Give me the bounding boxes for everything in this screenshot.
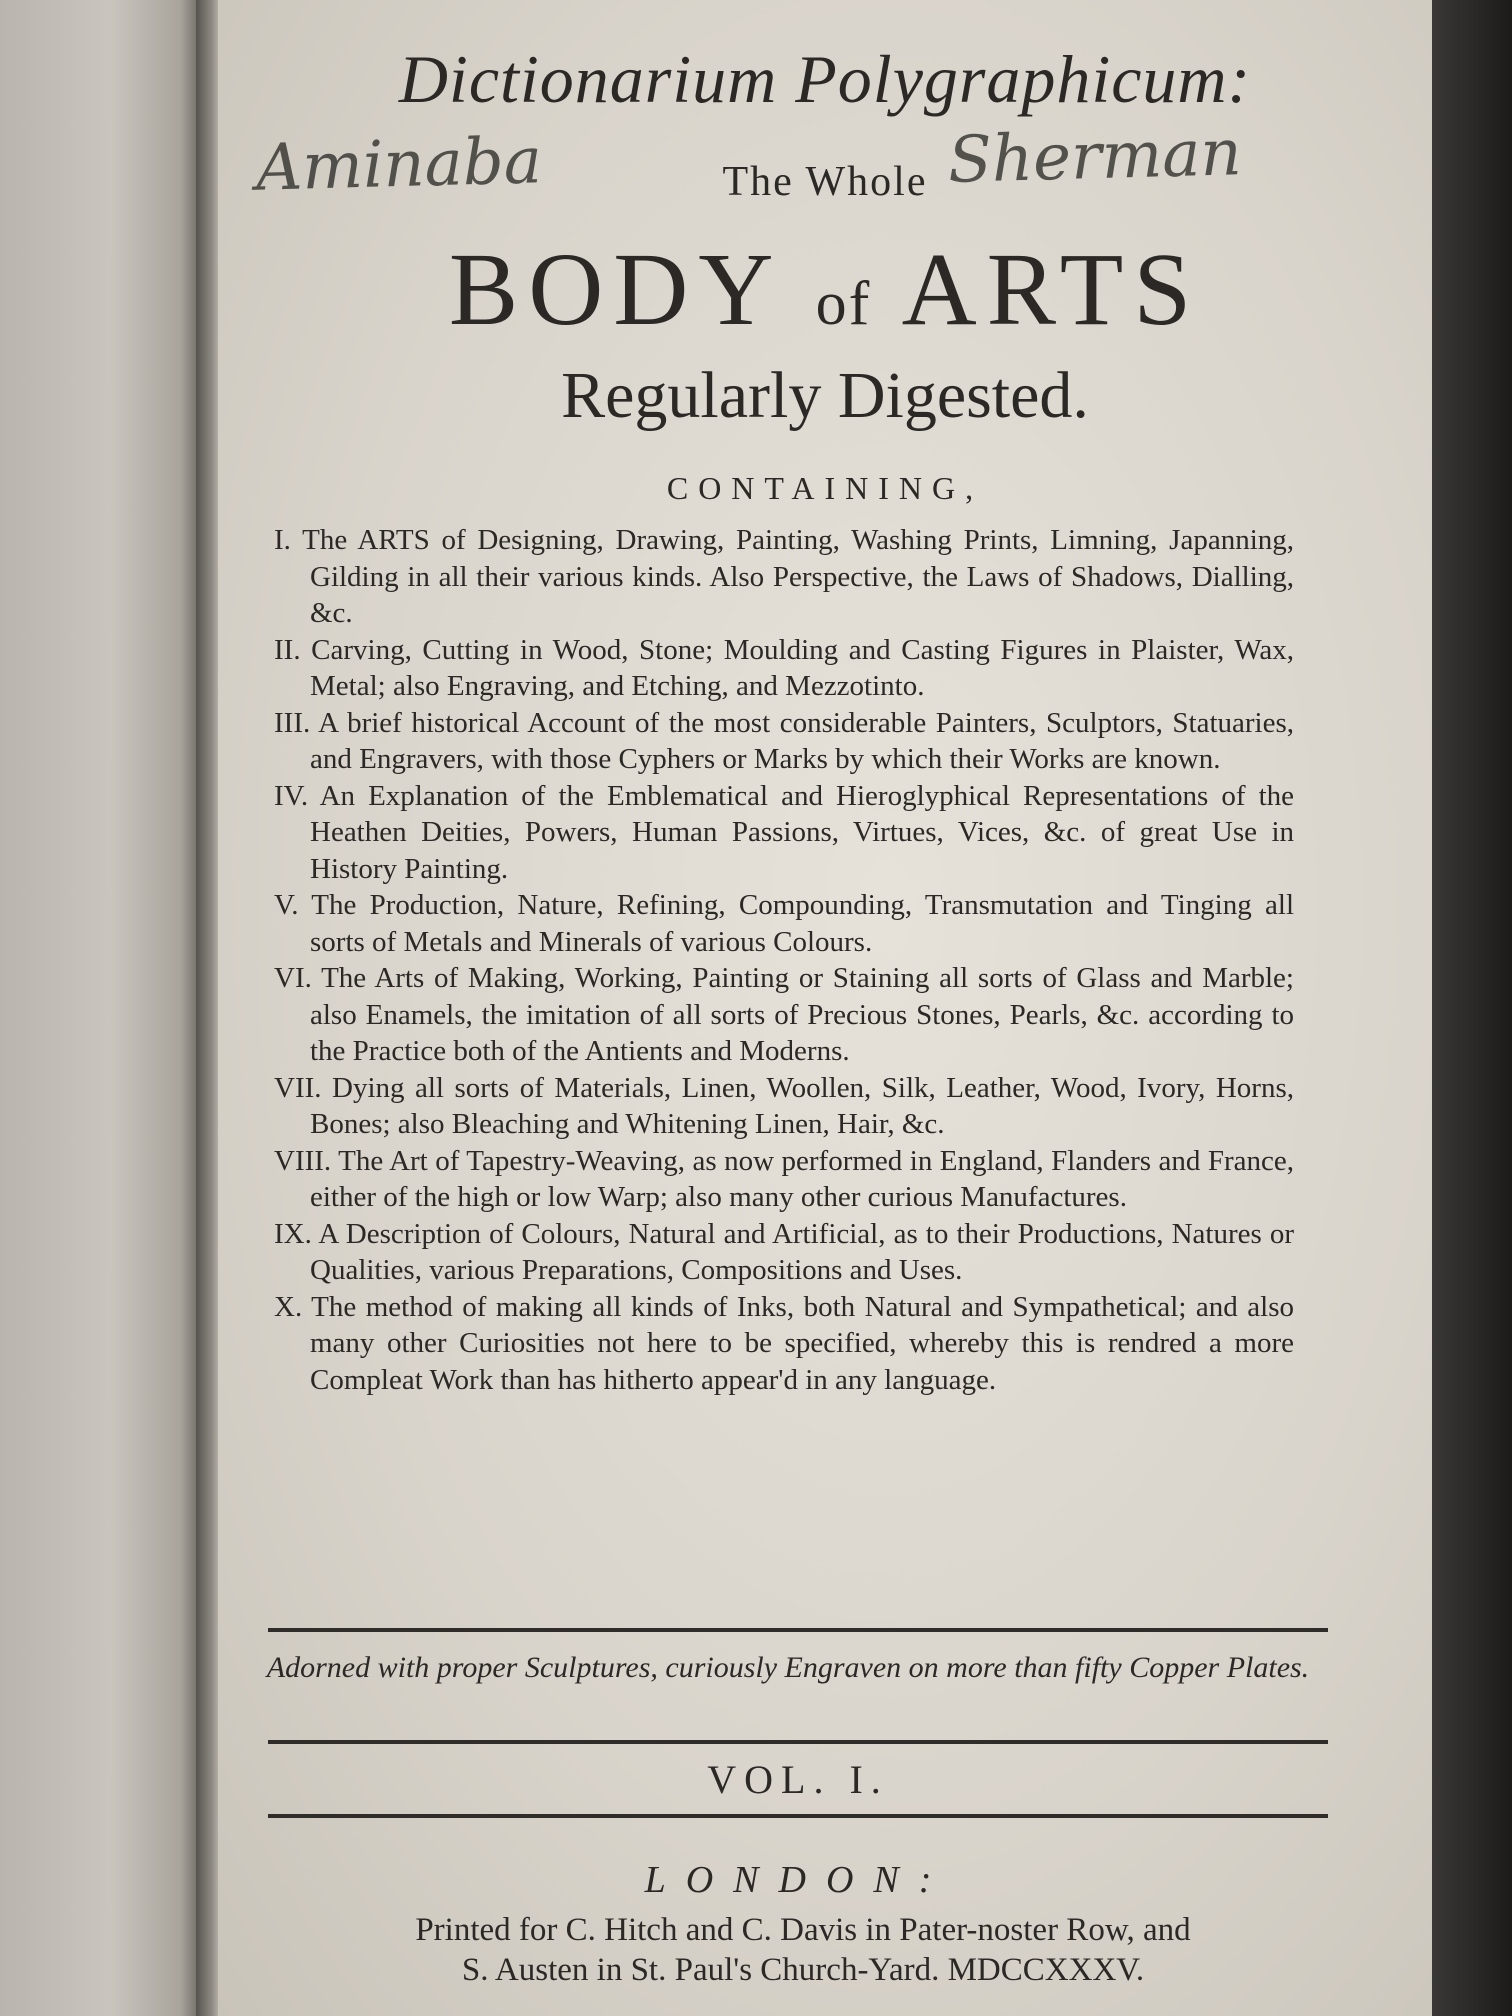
imprint-city: LONDON: — [644, 1859, 952, 1901]
imprint-line-1: Printed for C. Hitch and C. Davis in Pater-noster Row, and — [415, 1912, 1191, 1948]
imprint-printer — [248, 1910, 1358, 1990]
title-line-2: The Whole — [722, 159, 928, 205]
title-line-1: Dictionarium Polygraphicum: — [398, 41, 1252, 117]
contents-item: V. The Production, Nature, Refining, Compounding, Transmutation and Tinging all sorts of Metals and Minerals of various Colours. — [274, 889, 1294, 958]
contents-item: X. The method of making all kinds of Inks, both Natural and Sympathetical; and also many other Curiosities not here to be specified, whereby this is rendred a more Compleat Work than has hitherto appear'd in any language. — [274, 1290, 1294, 1396]
contents-item: VI. The Arts of Making, Working, Painting or Staining all sorts of Glass and Marble; also Enamels, the imitation of all sorts of Precious Stones, Pearls, &c. according to the Practice both of the Antients and Moderns. — [274, 962, 1294, 1067]
contents-item: I. The ARTS of Designing, Drawing, Painting, Washing Prints, Limning, Japanning, Gilding in all their various kinds. Also Perspective, the Laws of Shadows, Dialling, &c. — [274, 524, 1294, 629]
title-arts: ARTS — [901, 232, 1202, 347]
adorned-note: Adorned with proper Sculptures, curiously Engraven on more than fifty Copper Plates. — [266, 1651, 1310, 1684]
title-line-4: Regularly Digested. — [561, 359, 1089, 432]
contents-item: III. A brief historical Account of the most considerable Painters, Sculptors, Statuaries, and Engravers, with those Cyphers or Marks by which their Works are known. — [274, 706, 1294, 775]
title-page — [218, 0, 1432, 2016]
contents-list — [274, 522, 1294, 1398]
divider-rule — [268, 1628, 1328, 1632]
handwritten-signature-first: Aminaba — [255, 124, 543, 206]
volume-label: VOL. I. — [707, 1757, 889, 1802]
title-line-3 — [218, 230, 1432, 349]
book-board-left — [0, 0, 200, 2016]
divider-rule — [268, 1740, 1328, 1744]
contents-item: IX. A Description of Colours, Natural and Artificial, as to their Productions, Natures or Qualities, various Preparations, Compositions and Uses. — [274, 1217, 1294, 1286]
divider-rule — [268, 1814, 1328, 1818]
contents-item: VII. Dying all sorts of Materials, Linen, Woollen, Silk, Leather, Wood, Ivory, Horns, Bones; also Bleaching and Whitening Linen, Hair, &c. — [274, 1071, 1294, 1140]
handwritten-signature-second: Sherman — [947, 116, 1243, 198]
book-edge-right — [1432, 0, 1512, 2016]
contents-item: VIII. The Art of Tapestry-Weaving, as now performed in England, Flanders and France, either of the high or low Warp; also many other curious Manufactures. — [274, 1144, 1294, 1213]
title-body: BODY — [448, 232, 780, 347]
imprint-line-2: S. Austen in St. Paul's Church-Yard. MDCCXXXV. — [461, 1952, 1145, 1988]
title-of: of — [815, 270, 872, 338]
contents-item: II. Carving, Cutting in Wood, Stone; Moulding and Casting Figures in Plaister, Wax, Metal; also Engraving, and Etching, and Mezzotinto. — [274, 633, 1294, 702]
contents-item: IV. An Explanation of the Emblematical and Hieroglyphical Representations of the Heathen Deities, Powers, Human Passions, Virtues, Vices, &c. of great Use in History Painting. — [274, 779, 1294, 885]
containing-heading: CONTAINING, — [666, 470, 984, 506]
